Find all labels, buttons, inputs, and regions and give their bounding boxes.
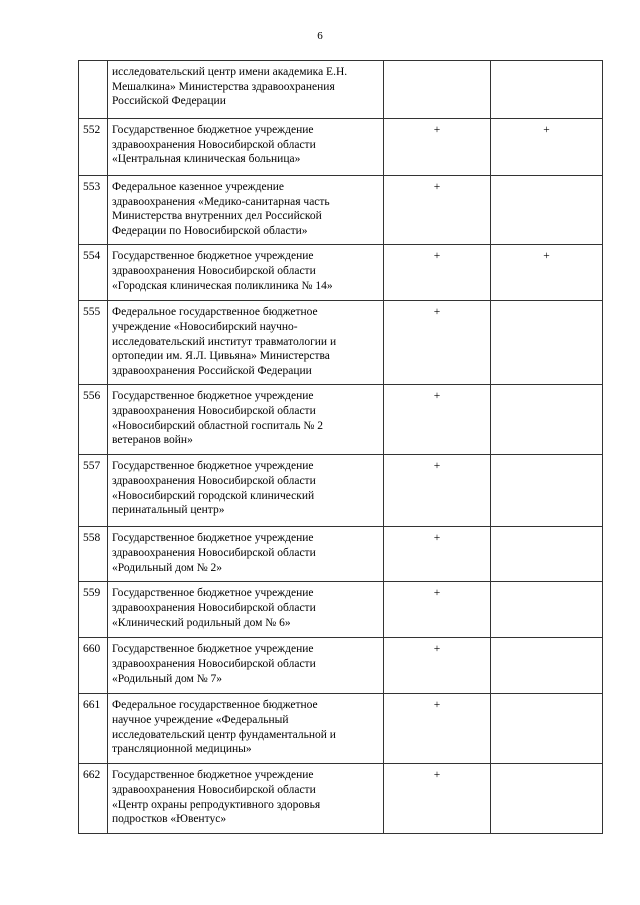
column-b-mark-cell — [491, 61, 603, 119]
column-a-mark: + — [433, 390, 441, 403]
table-row — [79, 385, 603, 455]
row-number-cell — [79, 527, 108, 582]
row-number-cell — [79, 119, 108, 176]
column-a-mark: + — [433, 306, 441, 319]
column-a-mark-cell — [384, 301, 491, 385]
table-row — [79, 119, 603, 176]
column-a-mark-cell — [384, 119, 491, 176]
table-row — [79, 527, 603, 582]
row-number-cell — [79, 764, 108, 834]
institution-name: Государственное бюджетное учреждение здравоохранения Новосибирской области «Клинический родильный дом № 6» — [112, 587, 316, 629]
row-number-cell — [79, 245, 108, 301]
row-number-cell — [79, 694, 108, 764]
institution-name-cell — [108, 61, 384, 119]
column-a-mark: + — [433, 699, 441, 712]
institution-name-cell — [108, 245, 384, 301]
institution-name-cell — [108, 301, 384, 385]
column-b-mark-cell — [491, 582, 603, 638]
institution-name: Государственное бюджетное учреждение здравоохранения Новосибирской области «Родильный дом № 7» — [112, 643, 316, 685]
column-b-mark-cell — [491, 764, 603, 834]
column-a-mark-cell — [384, 385, 491, 455]
column-b-mark-cell — [491, 455, 603, 527]
row-number: 553 — [83, 181, 101, 193]
column-a-mark: + — [433, 532, 441, 545]
table-row — [79, 176, 603, 245]
institution-name-cell — [108, 582, 384, 638]
column-a-mark-cell — [384, 527, 491, 582]
institution-name: исследовательский центр имени академика Е.Н. Мешалкина» Министерства здравоохранения Российской Федерации — [112, 66, 348, 108]
row-number: 556 — [83, 390, 101, 403]
column-b-mark: + — [543, 124, 550, 136]
column-b-mark-cell — [491, 176, 603, 245]
row-number: 554 — [83, 250, 101, 263]
column-b-mark-cell — [491, 385, 603, 455]
table-row — [79, 455, 603, 527]
table-row — [79, 301, 603, 385]
institutions-table — [78, 60, 603, 834]
column-b-mark-cell — [491, 527, 603, 582]
row-number: 660 — [83, 643, 101, 656]
institution-name-cell — [108, 176, 384, 245]
row-number-cell — [79, 301, 108, 385]
table-row — [79, 694, 603, 764]
column-b-mark: + — [543, 250, 550, 263]
institution-name: Государственное бюджетное учреждение здравоохранения Новосибирской области «Новосибирский городской клинический перинатальный центр» — [112, 460, 316, 517]
row-number: 552 — [83, 124, 101, 136]
institution-name-cell — [108, 527, 384, 582]
row-number: 557 — [83, 460, 101, 473]
institution-name: Федеральное государственное бюджетное учреждение «Новосибирский научно- исследовательский институт травматологии и ортопедии им. Я.Л. Цивьяна» Министерства здравоохранения Российской Федерации — [112, 306, 337, 377]
institution-name: Государственное бюджетное учреждение здравоохранения Новосибирской области «Городская клиническая поликлиника № 14» — [112, 250, 333, 292]
column-a-mark-cell — [384, 638, 491, 694]
institution-name-cell — [108, 455, 384, 527]
column-a-mark-cell — [384, 694, 491, 764]
table-row — [79, 61, 603, 119]
column-b-mark-cell — [491, 638, 603, 694]
row-number: 661 — [83, 699, 101, 712]
row-number-cell — [79, 638, 108, 694]
column-a-mark: + — [433, 643, 441, 656]
institution-name-cell — [108, 385, 384, 455]
institution-name: Государственное бюджетное учреждение здравоохранения Новосибирской области «Родильный дом № 2» — [112, 532, 316, 574]
column-a-mark: + — [433, 587, 441, 600]
row-number-cell — [79, 582, 108, 638]
institution-name-cell — [108, 119, 384, 176]
column-a-mark-cell — [384, 582, 491, 638]
column-a-mark-cell — [384, 176, 491, 245]
table-row — [79, 638, 603, 694]
institution-name-cell — [108, 694, 384, 764]
row-number: 662 — [83, 769, 101, 782]
institution-name: Федеральное казенное учреждение здравоохранения «Медико-санитарная часть Министерства внутренних дел Российской Федерации по Новосибирской области» — [112, 181, 330, 237]
table-row — [79, 245, 603, 301]
table-row — [79, 582, 603, 638]
column-a-mark-cell — [384, 61, 491, 119]
column-b-mark-cell — [491, 245, 603, 301]
row-number: 558 — [83, 532, 101, 545]
column-a-mark: + — [433, 460, 441, 473]
column-a-mark: + — [433, 181, 441, 193]
column-a-mark-cell — [384, 245, 491, 301]
institution-name: Федеральное государственное бюджетное научное учреждение «Федеральный исследовательский центр фундаментальной и трансляционной медицины» — [112, 699, 336, 756]
institution-name-cell — [108, 764, 384, 834]
row-number-cell — [79, 176, 108, 245]
row-number-cell — [79, 455, 108, 527]
row-number: 555 — [83, 306, 101, 319]
row-number-cell — [79, 385, 108, 455]
row-number-cell — [79, 61, 108, 119]
column-a-mark-cell — [384, 455, 491, 527]
table-body — [79, 61, 603, 834]
column-a-mark: + — [433, 124, 441, 136]
column-b-mark-cell — [491, 119, 603, 176]
page-number: 6 — [317, 30, 323, 42]
column-a-mark: + — [433, 250, 441, 263]
row-number: 559 — [83, 587, 101, 600]
column-a-mark-cell — [384, 764, 491, 834]
institution-name: Государственное бюджетное учреждение здравоохранения Новосибирской области «Новосибирский областной госпиталь № 2 ветеранов войн» — [112, 390, 324, 447]
institution-name: Государственное бюджетное учреждение здравоохранения Новосибирской области «Центр охраны репродуктивного здоровья подростков «Ювентус» — [112, 769, 321, 826]
column-b-mark-cell — [491, 301, 603, 385]
institution-name-cell — [108, 638, 384, 694]
institution-name: Государственное бюджетное учреждение здравоохранения Новосибирской области «Центральная клиническая больница» — [112, 124, 316, 166]
column-a-mark: + — [433, 769, 441, 782]
column-b-mark-cell — [491, 694, 603, 764]
table-row — [79, 764, 603, 834]
